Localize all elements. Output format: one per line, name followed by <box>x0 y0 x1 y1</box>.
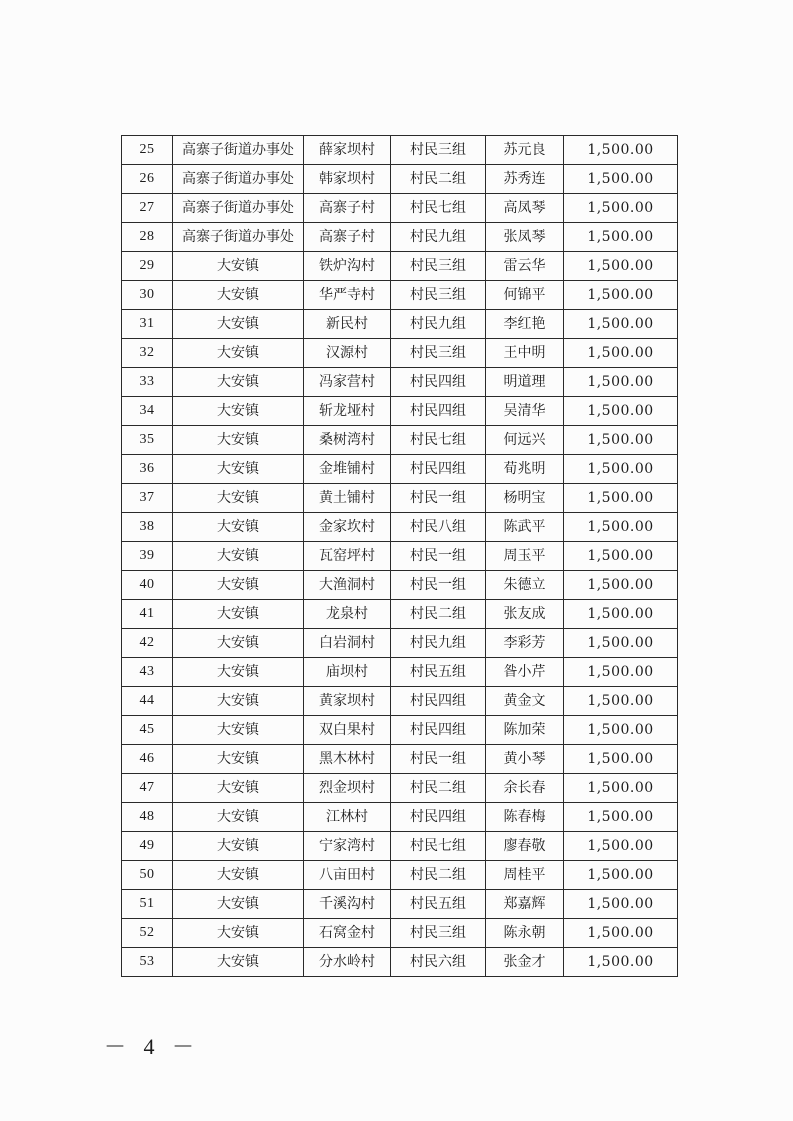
village-group-cell: 村民九组 <box>391 629 486 658</box>
table-row <box>122 687 678 716</box>
row-number-cell: 37 <box>122 484 173 513</box>
town-cell: 大安镇 <box>173 571 304 600</box>
village-group-cell: 村民一组 <box>391 571 486 600</box>
table-row <box>122 861 678 890</box>
table-row <box>122 281 678 310</box>
person-name-cell: 陈春梅 <box>486 803 564 832</box>
village-cell: 华严寺村 <box>304 281 391 310</box>
amount-cell: 1,500.00 <box>564 629 678 658</box>
town-cell: 大安镇 <box>173 832 304 861</box>
village-group-cell: 村民七组 <box>391 832 486 861</box>
village-group-cell: 村民一组 <box>391 542 486 571</box>
row-number-cell: 38 <box>122 513 173 542</box>
amount-cell: 1,500.00 <box>564 745 678 774</box>
town-cell: 大安镇 <box>173 600 304 629</box>
town-cell: 大安镇 <box>173 542 304 571</box>
person-name-cell: 明道理 <box>486 368 564 397</box>
person-name-cell: 陈永朝 <box>486 919 564 948</box>
village-group-cell: 村民五组 <box>391 658 486 687</box>
row-number-cell: 42 <box>122 629 173 658</box>
village-group-cell: 村民一组 <box>391 484 486 513</box>
village-group-cell: 村民三组 <box>391 281 486 310</box>
town-cell: 高寨子街道办事处 <box>173 136 304 165</box>
town-cell: 大安镇 <box>173 397 304 426</box>
page-number: － 4 － <box>104 1034 201 1059</box>
village-group-cell: 村民六组 <box>391 948 486 977</box>
amount-cell: 1,500.00 <box>564 426 678 455</box>
amount-cell: 1,500.00 <box>564 223 678 252</box>
person-name-cell: 余长春 <box>486 774 564 803</box>
town-cell: 高寨子街道办事处 <box>173 194 304 223</box>
table-row <box>122 165 678 194</box>
row-number-cell: 49 <box>122 832 173 861</box>
town-cell: 高寨子街道办事处 <box>173 165 304 194</box>
village-group-cell: 村民二组 <box>391 165 486 194</box>
row-number-cell: 39 <box>122 542 173 571</box>
village-cell: 分水岭村 <box>304 948 391 977</box>
village-cell: 千溪沟村 <box>304 890 391 919</box>
village-cell: 瓦窑坪村 <box>304 542 391 571</box>
person-name-cell: 张凤琴 <box>486 223 564 252</box>
amount-cell: 1,500.00 <box>564 832 678 861</box>
town-cell: 大安镇 <box>173 716 304 745</box>
person-name-cell: 李红艳 <box>486 310 564 339</box>
amount-cell: 1,500.00 <box>564 136 678 165</box>
amount-cell: 1,500.00 <box>564 368 678 397</box>
village-group-cell: 村民七组 <box>391 194 486 223</box>
town-cell: 高寨子街道办事处 <box>173 223 304 252</box>
village-group-cell: 村民三组 <box>391 919 486 948</box>
table-row <box>122 716 678 745</box>
table-row <box>122 919 678 948</box>
village-group-cell: 村民九组 <box>391 310 486 339</box>
town-cell: 大安镇 <box>173 687 304 716</box>
table-row <box>122 745 678 774</box>
table-row <box>122 484 678 513</box>
amount-cell: 1,500.00 <box>564 455 678 484</box>
village-cell: 高寨子村 <box>304 194 391 223</box>
table-row <box>122 948 678 977</box>
person-name-cell: 荀兆明 <box>486 455 564 484</box>
village-cell: 冯家营村 <box>304 368 391 397</box>
amount-cell: 1,500.00 <box>564 919 678 948</box>
village-group-cell: 村民八组 <box>391 513 486 542</box>
village-cell: 黄土铺村 <box>304 484 391 513</box>
village-cell: 烈金坝村 <box>304 774 391 803</box>
row-number-cell: 43 <box>122 658 173 687</box>
row-number-cell: 40 <box>122 571 173 600</box>
person-name-cell: 何锦平 <box>486 281 564 310</box>
person-name-cell: 郑嘉辉 <box>486 890 564 919</box>
row-number-cell: 31 <box>122 310 173 339</box>
amount-cell: 1,500.00 <box>564 803 678 832</box>
person-name-cell: 黄小琴 <box>486 745 564 774</box>
person-name-cell: 朱德立 <box>486 571 564 600</box>
table-row <box>122 455 678 484</box>
row-number-cell: 51 <box>122 890 173 919</box>
village-cell: 韩家坝村 <box>304 165 391 194</box>
amount-cell: 1,500.00 <box>564 281 678 310</box>
town-cell: 大安镇 <box>173 513 304 542</box>
row-number-cell: 52 <box>122 919 173 948</box>
town-cell: 大安镇 <box>173 310 304 339</box>
village-group-cell: 村民四组 <box>391 368 486 397</box>
village-group-cell: 村民五组 <box>391 890 486 919</box>
row-number-cell: 27 <box>122 194 173 223</box>
row-number-cell: 53 <box>122 948 173 977</box>
person-name-cell: 苏元良 <box>486 136 564 165</box>
table-row <box>122 223 678 252</box>
village-group-cell: 村民四组 <box>391 397 486 426</box>
village-cell: 高寨子村 <box>304 223 391 252</box>
village-cell: 斩龙垭村 <box>304 397 391 426</box>
village-group-cell: 村民四组 <box>391 803 486 832</box>
row-number-cell: 34 <box>122 397 173 426</box>
town-cell: 大安镇 <box>173 455 304 484</box>
person-name-cell: 王中明 <box>486 339 564 368</box>
village-group-cell: 村民二组 <box>391 861 486 890</box>
table-row <box>122 890 678 919</box>
row-number-cell: 35 <box>122 426 173 455</box>
amount-cell: 1,500.00 <box>564 948 678 977</box>
row-number-cell: 26 <box>122 165 173 194</box>
village-cell: 汉源村 <box>304 339 391 368</box>
village-group-cell: 村民三组 <box>391 252 486 281</box>
town-cell: 大安镇 <box>173 919 304 948</box>
person-name-cell: 李彩芳 <box>486 629 564 658</box>
village-group-cell: 村民七组 <box>391 426 486 455</box>
person-name-cell: 陈武平 <box>486 513 564 542</box>
village-cell: 金家坎村 <box>304 513 391 542</box>
table-row <box>122 513 678 542</box>
town-cell: 大安镇 <box>173 252 304 281</box>
row-number-cell: 36 <box>122 455 173 484</box>
amount-cell: 1,500.00 <box>564 600 678 629</box>
village-group-cell: 村民二组 <box>391 600 486 629</box>
amount-cell: 1,500.00 <box>564 774 678 803</box>
town-cell: 大安镇 <box>173 890 304 919</box>
amount-cell: 1,500.00 <box>564 716 678 745</box>
row-number-cell: 45 <box>122 716 173 745</box>
amount-cell: 1,500.00 <box>564 571 678 600</box>
town-cell: 大安镇 <box>173 426 304 455</box>
row-number-cell: 32 <box>122 339 173 368</box>
row-number-cell: 46 <box>122 745 173 774</box>
person-name-cell: 苏秀连 <box>486 165 564 194</box>
row-number-cell: 44 <box>122 687 173 716</box>
table-row <box>122 774 678 803</box>
amount-cell: 1,500.00 <box>564 542 678 571</box>
person-name-cell: 黄金文 <box>486 687 564 716</box>
person-name-cell: 廖春敬 <box>486 832 564 861</box>
row-number-cell: 33 <box>122 368 173 397</box>
row-number-cell: 47 <box>122 774 173 803</box>
town-cell: 大安镇 <box>173 629 304 658</box>
person-name-cell: 高凤琴 <box>486 194 564 223</box>
table-row <box>122 832 678 861</box>
table-row <box>122 542 678 571</box>
village-cell: 龙泉村 <box>304 600 391 629</box>
village-cell: 黑木林村 <box>304 745 391 774</box>
village-group-cell: 村民四组 <box>391 687 486 716</box>
village-cell: 铁炉沟村 <box>304 252 391 281</box>
amount-cell: 1,500.00 <box>564 397 678 426</box>
recipient-table-body <box>122 136 678 977</box>
town-cell: 大安镇 <box>173 368 304 397</box>
table-row <box>122 368 678 397</box>
person-name-cell: 何远兴 <box>486 426 564 455</box>
table-row <box>122 426 678 455</box>
town-cell: 大安镇 <box>173 861 304 890</box>
person-name-cell: 昝小芹 <box>486 658 564 687</box>
amount-cell: 1,500.00 <box>564 339 678 368</box>
table-row <box>122 571 678 600</box>
table-row <box>122 803 678 832</box>
village-cell: 金堆铺村 <box>304 455 391 484</box>
village-cell: 宁家湾村 <box>304 832 391 861</box>
town-cell: 大安镇 <box>173 658 304 687</box>
village-group-cell: 村民三组 <box>391 339 486 368</box>
person-name-cell: 张友成 <box>486 600 564 629</box>
amount-cell: 1,500.00 <box>564 513 678 542</box>
village-cell: 薛家坝村 <box>304 136 391 165</box>
village-group-cell: 村民九组 <box>391 223 486 252</box>
amount-cell: 1,500.00 <box>564 890 678 919</box>
village-cell: 双白果村 <box>304 716 391 745</box>
row-number-cell: 48 <box>122 803 173 832</box>
village-group-cell: 村民一组 <box>391 745 486 774</box>
table-row <box>122 194 678 223</box>
village-group-cell: 村民四组 <box>391 716 486 745</box>
amount-cell: 1,500.00 <box>564 194 678 223</box>
amount-cell: 1,500.00 <box>564 658 678 687</box>
amount-cell: 1,500.00 <box>564 484 678 513</box>
row-number-cell: 41 <box>122 600 173 629</box>
village-cell: 大渔洞村 <box>304 571 391 600</box>
table-row <box>122 629 678 658</box>
person-name-cell: 周桂平 <box>486 861 564 890</box>
table-row <box>122 252 678 281</box>
village-cell: 桑树湾村 <box>304 426 391 455</box>
table-row <box>122 339 678 368</box>
village-cell: 江林村 <box>304 803 391 832</box>
person-name-cell: 陈加荣 <box>486 716 564 745</box>
table-row <box>122 136 678 165</box>
person-name-cell: 吴清华 <box>486 397 564 426</box>
village-group-cell: 村民四组 <box>391 455 486 484</box>
row-number-cell: 25 <box>122 136 173 165</box>
table-row <box>122 310 678 339</box>
row-number-cell: 50 <box>122 861 173 890</box>
town-cell: 大安镇 <box>173 948 304 977</box>
recipient-table <box>121 135 678 977</box>
amount-cell: 1,500.00 <box>564 252 678 281</box>
table-row <box>122 658 678 687</box>
row-number-cell: 29 <box>122 252 173 281</box>
village-cell: 八亩田村 <box>304 861 391 890</box>
table-row <box>122 397 678 426</box>
town-cell: 大安镇 <box>173 339 304 368</box>
town-cell: 大安镇 <box>173 774 304 803</box>
village-cell: 黄家坝村 <box>304 687 391 716</box>
person-name-cell: 周玉平 <box>486 542 564 571</box>
table-row <box>122 600 678 629</box>
town-cell: 大安镇 <box>173 745 304 774</box>
person-name-cell: 雷云华 <box>486 252 564 281</box>
town-cell: 大安镇 <box>173 803 304 832</box>
row-number-cell: 30 <box>122 281 173 310</box>
amount-cell: 1,500.00 <box>564 165 678 194</box>
village-group-cell: 村民二组 <box>391 774 486 803</box>
person-name-cell: 张金才 <box>486 948 564 977</box>
town-cell: 大安镇 <box>173 281 304 310</box>
town-cell: 大安镇 <box>173 484 304 513</box>
amount-cell: 1,500.00 <box>564 861 678 890</box>
amount-cell: 1,500.00 <box>564 310 678 339</box>
village-cell: 白岩洞村 <box>304 629 391 658</box>
row-number-cell: 28 <box>122 223 173 252</box>
village-cell: 庙坝村 <box>304 658 391 687</box>
village-group-cell: 村民三组 <box>391 136 486 165</box>
village-cell: 石窝金村 <box>304 919 391 948</box>
amount-cell: 1,500.00 <box>564 687 678 716</box>
person-name-cell: 杨明宝 <box>486 484 564 513</box>
village-cell: 新民村 <box>304 310 391 339</box>
